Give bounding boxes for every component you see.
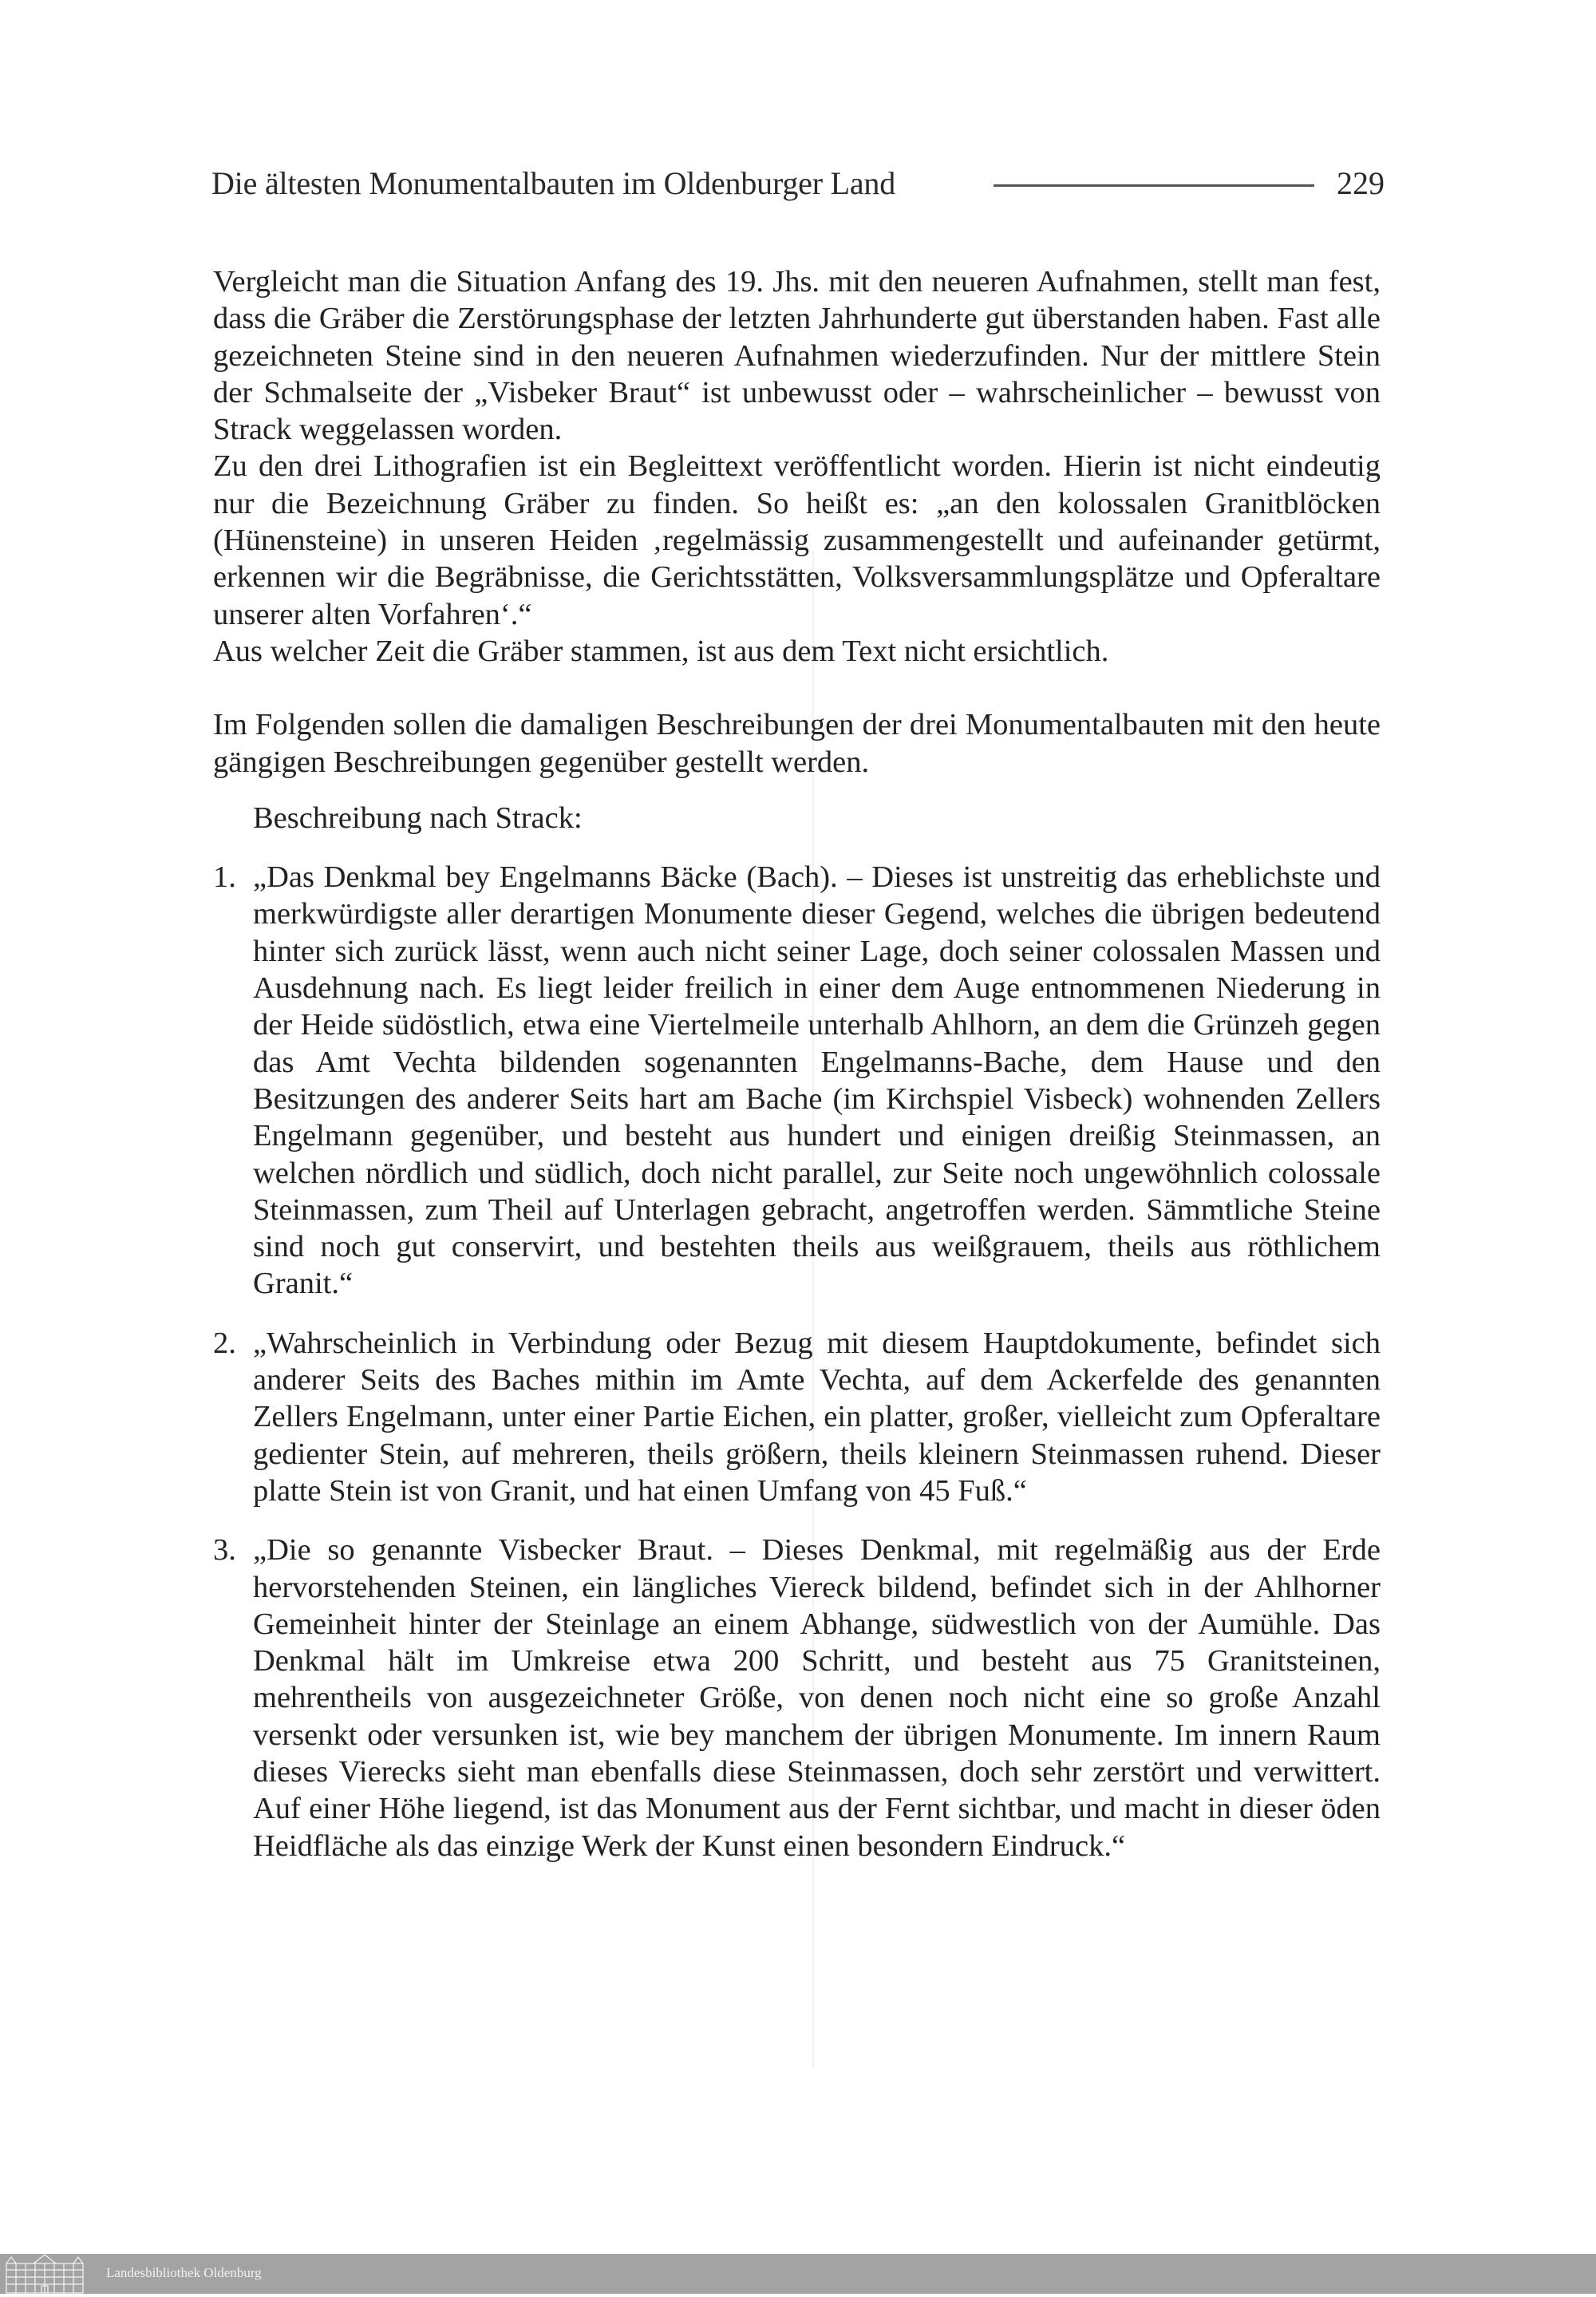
quote-number: 1. xyxy=(213,860,236,895)
paragraph-intro: Im Folgenden sollen die damaligen Beschreibungen der drei Monumentalbauten mit den heute gängigen Beschreibungen gegenüber gestellt werden. xyxy=(213,708,1381,779)
library-name: Landesbibliothek Oldenburg xyxy=(106,2265,262,2280)
quote-item xyxy=(213,1532,1381,1864)
quote-text: „Die so genannte Visbecker Braut. – Dieses Denkmal, mit regelmäßig aus der Erde hervorstehenden Steinen, ein längliches Viereck bildend, befindet sich in der Ahlhorner Gemeinheit hinter der Steinlage an einem Abhange, südwestlich von der Aumühle. Das Denkmal hält im Umkreise etwa 200 Schritt, und besteht aus 75 Granitsteinen, mehrentheils von ausgezeichneter Größe, von denen noch nicht eine so große Anzahl versenkt oder versunken ist, wie bey manchem der übrigen Monumente. Im innern Raum dieses Vierecks sieht man ebenfalls diese Steinmassen, doch sehr zerstört und verwittert. Auf einer Höhe liegend, ist das Monument aus der Fernt sichtbar, und macht in dieser öden Heidfläche als das einzige Werk der Kunst einen besondern Eindruck.“ xyxy=(253,1533,1381,1863)
body-text xyxy=(213,263,1381,1887)
quote-item xyxy=(213,859,1381,1303)
quote-number: 3. xyxy=(213,1533,236,1568)
header-rule xyxy=(994,184,1314,187)
section-label: Beschreibung nach Strack: xyxy=(253,801,583,835)
paragraph-lithographs: Zu den drei Lithografien ist ein Begleittext veröffentlicht worden. Hierin ist nicht eindeutig nur die Bezeichnung Gräber zu finden. So heißt es: „an den kolossalen Granitblöcken (Hünensteine) in unseren Heiden ‚regelmässig zusammengestellt und aufeinander getürmt, erkennen wir die Begräbnisse, die Gerichtsstätten, Volksversammlungsplätze und Opferaltare unserer alten Vorfahren‘.“ xyxy=(213,449,1381,631)
quote-item xyxy=(213,1325,1381,1509)
library-footer-bar xyxy=(0,2254,1596,2294)
library-building-icon xyxy=(5,2254,85,2294)
quote-text: „Das Denkmal bey Engelmanns Bäcke (Bach). – Dieses ist unstreitig das erheblichste und merkwürdigste aller derartigen Monumente dieser Gegend, welches die übrigen bedeutend hinter sich zurück lässt, wenn auch nicht seiner Lage, doch seiner colossalen Massen und Ausdehnung nach. Es liegt leider freilich in einer dem Auge entnommenen Niederung in der Heide südöstlich, etwa eine Viertelmeile unterhalb Ahlhorn, an dem die Grünzeh gegen das Amt Vechta bildenden sogenannten Engelmanns-Bache, dem Hause und den Besitzungen des anderer Seits hart am Bache (im Kirchspiel Visbeck) wohnenden Zellers Engelmann gegenüber, und besteht aus hundert und einigen dreißig Steinmassen, an welchen nördlich und südlich, doch nicht parallel, zur Seite noch ungewöhnlich colossale Steinmassen, zum Theil auf Unterlagen gebracht, angetroffen werden. Sämmtliche Steine sind noch gut conservirt, und bestehten theils aus weißgrauem, theils aus röthlichem Granit.“ xyxy=(253,860,1381,1301)
running-header xyxy=(211,160,1385,208)
paragraph-gap xyxy=(213,670,1381,706)
strack-quotes-list xyxy=(213,859,1381,1864)
running-header-title: Die ältesten Monumentalbauten im Oldenburger Land xyxy=(211,165,895,201)
quote-number: 2. xyxy=(213,1326,236,1360)
paragraph-dating: Aus welcher Zeit die Gräber stammen, ist aus dem Text nicht ersichtlich. xyxy=(213,634,1109,668)
paragraph-comparison: Vergleicht man die Situation Anfang des 19. Jhs. mit den neueren Aufnahmen, stellt man fest, dass die Gräber die Zerstörungsphase der letzten Jahrhunderte gut überstanden haben. Fast alle gezeichneten Steine sind in den neueren Aufnahmen wiederzufinden. Nur der mittlere Stein der Schmalseite der „Visbeker Braut“ ist unbewusst oder – wahrscheinlicher – bewusst von Strack weggelassen worden. xyxy=(213,265,1381,447)
quote-text: „Wahrscheinlich in Verbindung oder Bezug mit diesem Hauptdokumente, befindet sich anderer Seits des Baches mithin im Amte Vechta, auf dem Ackerfelde des genannten Zellers Engelmann, unter einer Partie Eichen, ein platter, großer, vielleicht zum Opferaltare gedienter Stein, auf mehreren, theils größern, theils kleinern Steinmassen ruhend. Dieser platte Stein ist von Granit, und hat einen Umfang von 45 Fuß.“ xyxy=(253,1326,1381,1508)
page-number: 229 xyxy=(1337,165,1385,201)
